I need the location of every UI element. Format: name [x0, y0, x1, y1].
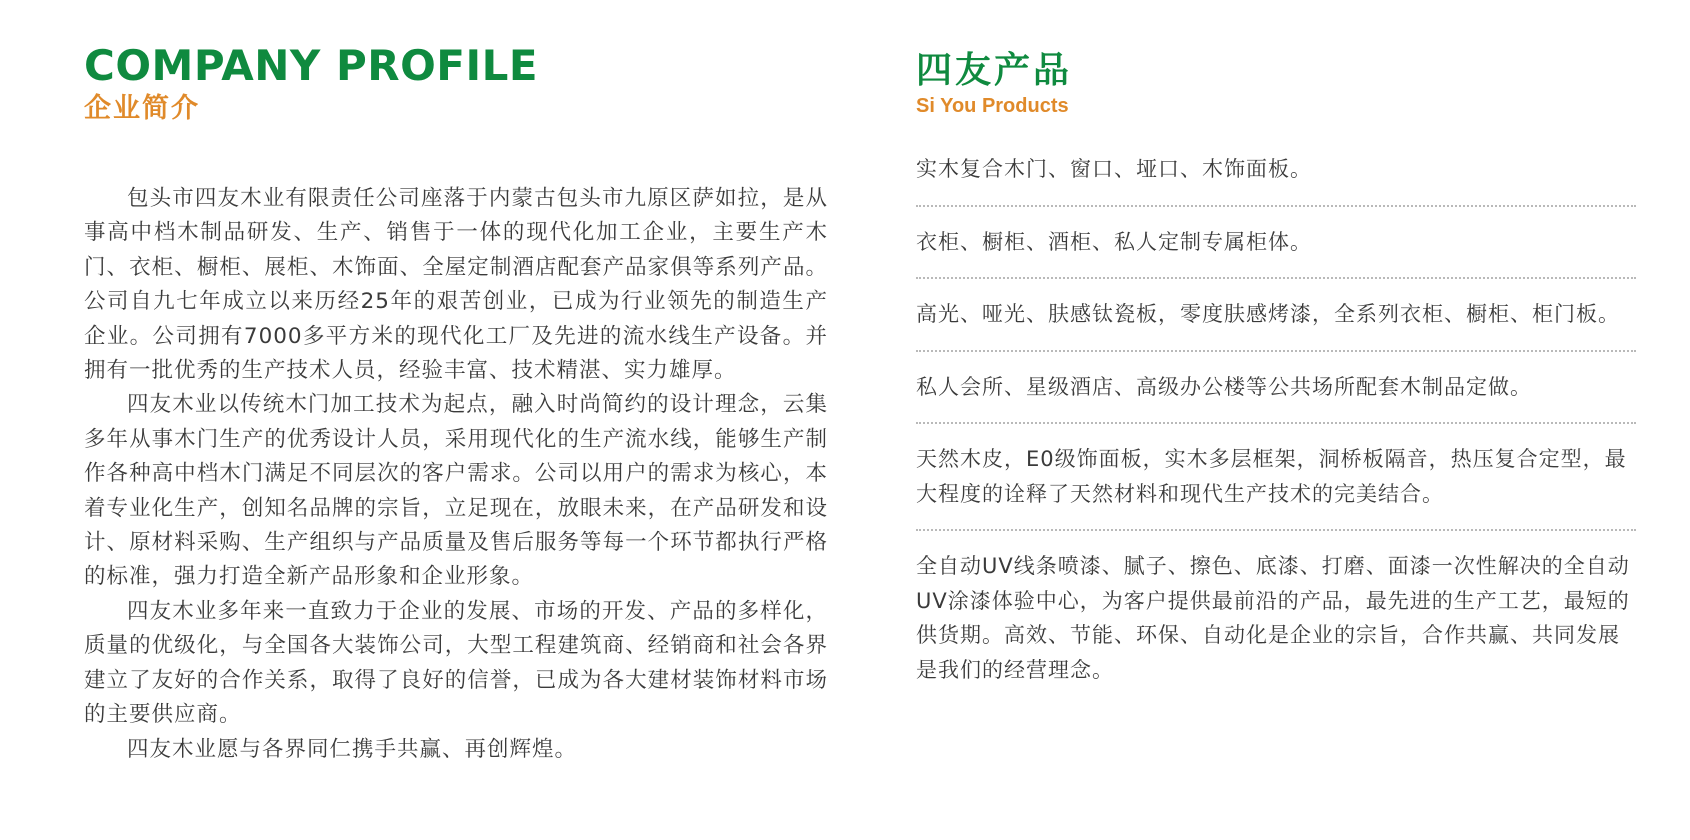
profile-title-cn: 企业简介	[84, 93, 200, 124]
profile-paragraph: 四友木业愿与各界同仁携手共赢、再创辉煌。	[127, 736, 578, 762]
dotted-divider	[916, 205, 1636, 207]
dotted-divider	[916, 529, 1636, 531]
product-list	[916, 152, 1636, 705]
product-item: 全自动UV线条喷漆、腻子、擦色、底漆、打磨、面漆一次性解决的全自动UV涂漆体验中心，为客户提供最前沿的产品，最先进的生产工艺，最短的供货期。高效、节能、环保、自动化是企业的宗旨，合作共赢、共同发展是我们的经营理念。	[916, 554, 1630, 682]
profile-paragraph: 四友木业多年来一直致力于企业的发展、市场的开发、产品的多样化，质量的优级化，与全国各大装饰公司，大型工程建筑商、经销商和社会各界建立了友好的合作关系，取得了良好的信誉，已成为各大建材装饰材料市场的主要供应商。	[84, 598, 828, 728]
products-title-en: Si You Products	[916, 95, 1069, 117]
product-item: 私人会所、星级酒店、高级办公楼等公共场所配套木制品定做。	[916, 374, 1532, 399]
products-section	[916, 48, 1636, 705]
product-item: 衣柜、橱柜、酒柜、私人定制专属柜体。	[916, 229, 1312, 254]
dotted-divider	[916, 350, 1636, 352]
company-profile-section	[84, 40, 828, 767]
product-item: 高光、哑光、肤感钛瓷板，零度肤感烤漆，全系列衣柜、橱柜、柜门板。	[916, 302, 1620, 326]
profile-paragraph: 四友木业以传统木门加工技术为起点，融入时尚简约的设计理念，云集多年从事木门生产的优秀设计人员，采用现代化的生产流水线，能够生产制作各种高中档木门满足不同层次的客户需求。公司以用户的需求为核心，本着专业化生产，创知名品牌的宗旨，立足现在，放眼未来，在产品研发和设计、原材料采购、生产组织与产品质量及售后服务等每一个环节都执行严格的标准，强力打造全新产品形象和企业形象。	[84, 392, 828, 590]
dotted-divider	[916, 422, 1636, 424]
product-item: 实木复合木门、窗口、垭口、木饰面板。	[916, 157, 1312, 181]
products-title-cn: 四友产品	[916, 50, 1073, 91]
product-item: 天然木皮，E0级饰面板，实木多层框架，洞桥板隔音，热压复合定型，最大程度的诠释了天然材料和现代生产技术的完美结合。	[916, 447, 1627, 506]
profile-title-en: COMPANY PROFILE	[84, 41, 539, 90]
profile-paragraph: 包头市四友木业有限责任公司座落于内蒙古包头市九原区萨如拉，是从事高中档木制品研发、生产、销售于一体的现代化加工企业，主要生产木门、衣柜、橱柜、展柜、木饰面、全屋定制酒店配套产品家俱等系列产品。公司自九七年成立以来历经25年的艰苦创业，已成为行业领先的制造生产企业。公司拥有7000多平方米的现代化工厂及先进的流水线生产设备。并拥有一批优秀的生产技术人员，经验丰富、技术精湛、实力雄厚。	[84, 186, 828, 384]
profile-body	[84, 182, 828, 767]
dotted-divider	[916, 277, 1636, 279]
